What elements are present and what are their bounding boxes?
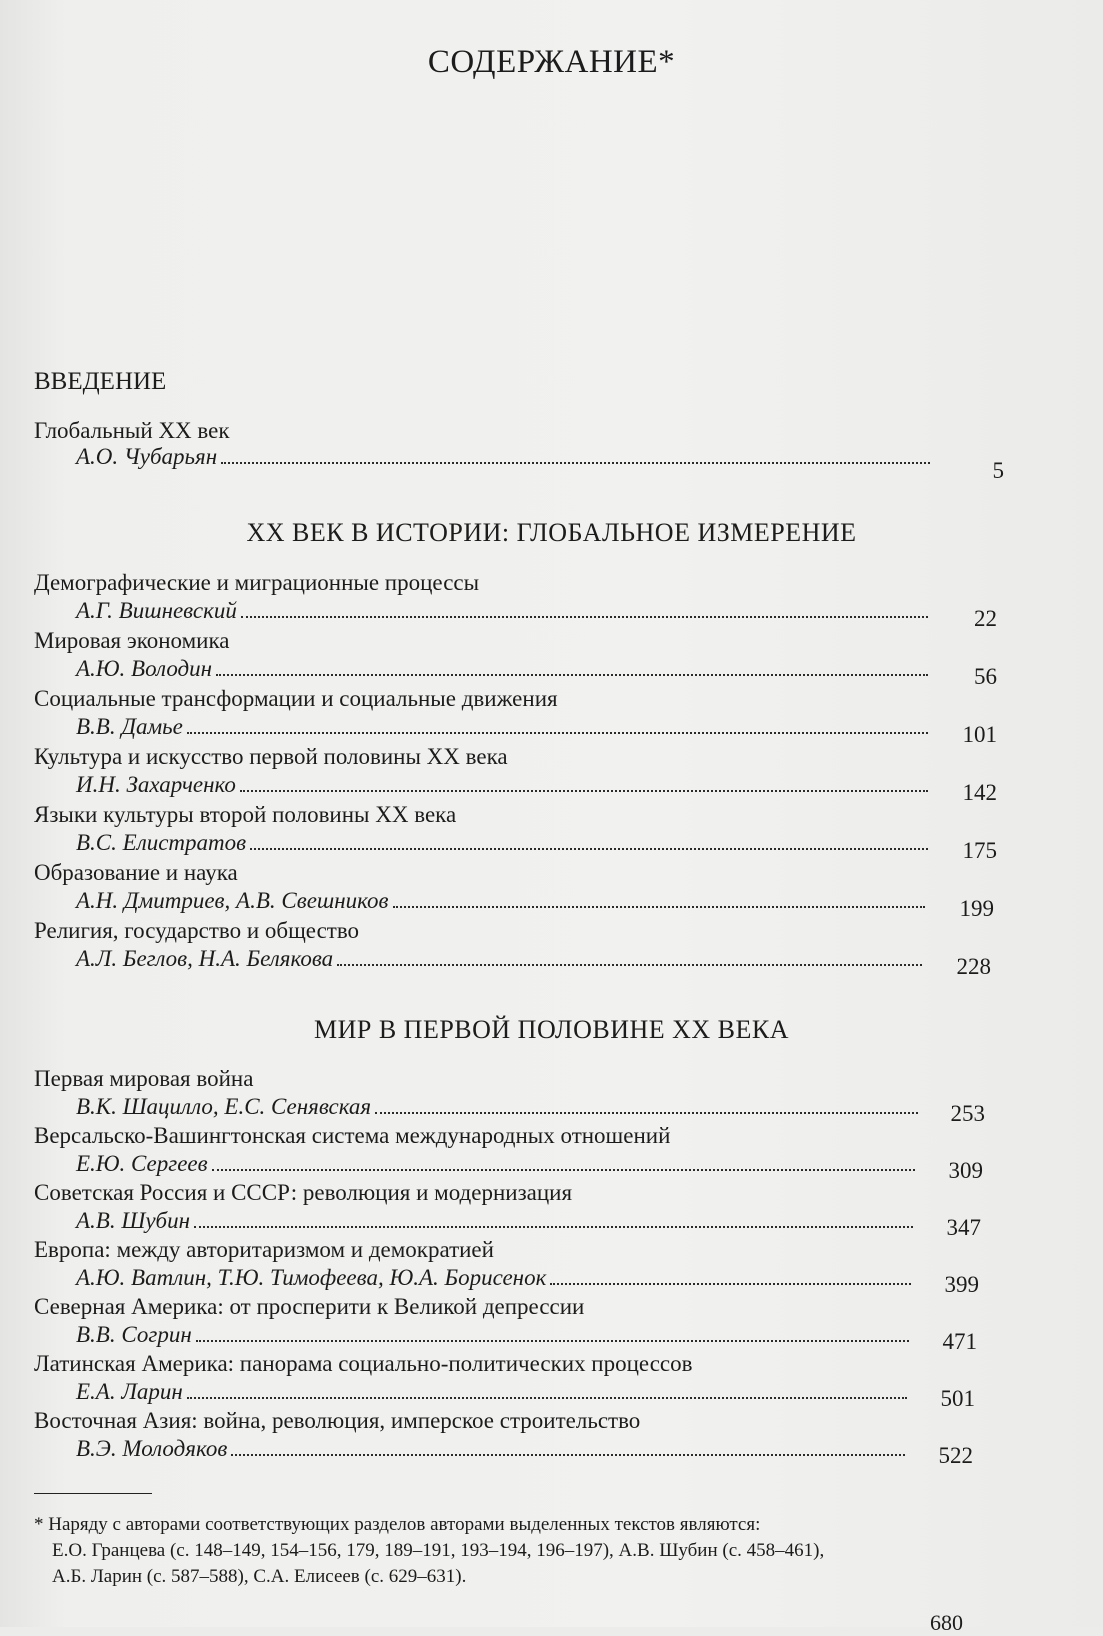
toc-entry-title: Демографические и миграционные процессы	[34, 570, 480, 595]
toc-entry-page: 471	[942, 1329, 977, 1354]
toc-entry-author-line	[76, 1090, 924, 1120]
toc-entry-page: 5	[992, 458, 1004, 483]
toc-entry-page: 142	[962, 780, 997, 805]
footnote-rule	[34, 1493, 152, 1494]
toc-entry-author-line	[76, 594, 934, 624]
toc-entry-title: Северная Америка: от просперити к Великой депрессии	[34, 1294, 585, 1319]
toc-entry-author: Е.Ю. Сергеев	[76, 1151, 208, 1176]
leader-dots	[212, 1168, 915, 1171]
toc-entry-author: В.В. Дамье	[76, 714, 183, 739]
toc-entry-author-line	[76, 1318, 915, 1348]
toc-entry-page: 399	[944, 1272, 979, 1297]
toc-entry-title: Социальные трансформации и социальные движения	[34, 686, 558, 711]
toc-entry-author: В.К. Шацилло, Е.С. Сенявская	[76, 1094, 372, 1119]
toc-entry-author-line	[76, 884, 931, 914]
toc-entry-title: Языки культуры второй половины XX века	[34, 802, 457, 827]
page-title: СОДЕРЖАНИЕ*	[427, 44, 676, 80]
toc-entry-title: Советская Россия и СССР: революция и модернизация	[34, 1180, 573, 1205]
toc-entry-title: Мировая экономика	[34, 628, 230, 653]
leader-dots	[221, 461, 930, 464]
toc-entry-page: 253	[950, 1101, 985, 1126]
footnote	[34, 1512, 994, 1590]
leader-dots	[216, 673, 928, 676]
leader-dots	[187, 1396, 907, 1399]
toc-entry-author-line	[76, 1432, 911, 1462]
toc-entry-author-line	[76, 1204, 919, 1234]
footnote-line: * Наряду с авторами соответствующих разделов авторами выделенных текстов являются:	[34, 1514, 761, 1535]
toc-entry-author: И.Н. Захарченко	[76, 772, 236, 797]
leader-dots	[231, 1453, 905, 1456]
toc-entry-author: А.Л. Беглов, Н.А. Белякова	[76, 946, 334, 971]
toc-entry-author: А.О. Чубарьян	[76, 444, 218, 469]
toc-entry-author: Е.А. Ларин	[76, 1379, 183, 1404]
toc-entry-page: 522	[938, 1443, 973, 1468]
toc-entry-page: 101	[962, 722, 997, 747]
toc-entry-page: 199	[959, 896, 994, 921]
leader-dots	[375, 1111, 918, 1114]
leader-dots	[241, 615, 928, 618]
toc-entry-title: Латинская Америка: панорама социально-политических процессов	[34, 1351, 693, 1376]
toc-entry-author: В.С. Елистратов	[76, 830, 247, 855]
toc-entry-title: Первая мировая война	[34, 1066, 254, 1091]
toc-entry-author: А.Ю. Володин	[76, 656, 213, 681]
toc-entry-author-line	[76, 1375, 913, 1405]
leader-dots	[550, 1282, 911, 1285]
toc-entry-author-line	[76, 826, 934, 856]
toc-entry-page: 228	[956, 954, 991, 979]
toc-entry-author: А.Ю. Ватлин, Т.Ю. Тимофеева, Ю.А. Борисенок	[76, 1265, 547, 1290]
toc-entry-page: 347	[946, 1215, 981, 1240]
leader-dots	[194, 1225, 913, 1228]
toc-entry-title: Европа: между авторитаризмом и демократией	[34, 1237, 494, 1262]
toc-entry-title: Глобальный XX век	[34, 418, 230, 443]
leader-dots	[250, 847, 928, 850]
section-heading-global: XX ВЕК В ИСТОРИИ: ГЛОБАЛЬНОЕ ИЗМЕРЕНИЕ	[246, 518, 857, 547]
toc-entry-author-line	[76, 1147, 921, 1177]
toc-entry-author-line	[76, 768, 934, 798]
leader-dots	[240, 789, 928, 792]
footnote-line: А.Б. Ларин (с. 587–588), С.А. Елисеев (с. 629–631).	[52, 1566, 467, 1587]
toc-entry-page: 56	[974, 664, 997, 689]
toc-entry-page: 175	[962, 838, 997, 863]
toc-entry-page: 309	[948, 1158, 983, 1183]
toc-entry-author: А.В. Шубин	[76, 1208, 191, 1233]
toc-entry-title: Религия, государство и общество	[34, 918, 360, 943]
toc-entry-title: Культура и искусство первой половины XX века	[34, 744, 508, 769]
toc-entry-author: В.В. Согрин	[76, 1322, 192, 1347]
toc-entry-title: Версальско-Вашингтонская система международных отношений	[34, 1123, 671, 1148]
leader-dots	[393, 905, 925, 908]
section-heading-first-half: МИР В ПЕРВОЙ ПОЛОВИНЕ XX ВЕКА	[313, 1015, 790, 1044]
page-number: 680	[930, 1610, 963, 1635]
toc-entry-author: В.Э. Молодяков	[76, 1436, 228, 1461]
footnote-line: Е.О. Гранцева (с. 148–149, 154–156, 179, 189–191, 193–194, 196–197), А.В. Шубин (с. 458–461),	[52, 1540, 825, 1561]
leader-dots	[196, 1339, 909, 1342]
leader-dots	[187, 731, 928, 734]
toc-entry-author: А.Г. Вишневский	[76, 598, 237, 623]
toc-entry-author-line	[76, 942, 928, 972]
toc-entry-title: Восточная Азия: война, революция, имперское строительство	[34, 1408, 641, 1433]
toc-entry-author-line	[76, 1261, 917, 1291]
toc-entry-title: Образование и наука	[34, 860, 238, 885]
introduction-heading: ВВЕДЕНИЕ	[34, 368, 167, 395]
toc-entry-author: А.Н. Дмитриев, А.В. Свешников	[76, 888, 389, 913]
toc-entry-page: 22	[974, 606, 997, 631]
toc-entry-author-line	[76, 440, 936, 470]
leader-dots	[337, 963, 922, 966]
toc-entry-page: 501	[940, 1386, 975, 1411]
toc-entry-author-line	[76, 652, 934, 682]
toc-entry-author-line	[76, 710, 934, 740]
